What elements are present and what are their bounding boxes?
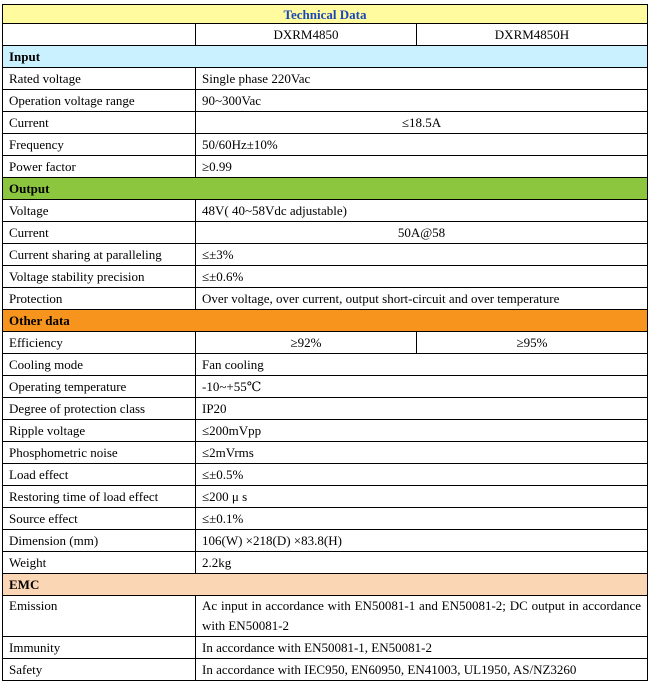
section-row-emc	[3, 574, 648, 596]
table-title: Technical Data	[3, 5, 648, 24]
row-label: Degree of protection class	[3, 398, 196, 420]
row-label: Restoring time of load effect	[3, 486, 196, 508]
row-value: ≥92%	[196, 332, 417, 354]
row-label: Operating temperature	[3, 376, 196, 398]
row-label: Load effect	[3, 464, 196, 486]
row-value: ≤200mVpp	[196, 420, 648, 442]
row-label: Weight	[3, 552, 196, 574]
table-row	[3, 90, 648, 112]
row-value: ≤±3%	[196, 244, 648, 266]
row-label: Power factor	[3, 156, 196, 178]
row-label: Current	[3, 222, 196, 244]
table-row	[3, 134, 648, 156]
title-row	[3, 5, 648, 24]
row-value: Ac input in accordance with EN50081-1 and EN50081-2; DC output in accordance with EN50081-2	[196, 596, 648, 637]
row-value: 50A@58	[196, 222, 648, 244]
row-label: Emission	[3, 596, 196, 637]
table-row	[3, 398, 648, 420]
row-value: Single phase 220Vac	[196, 68, 648, 90]
section-heading: Input	[3, 46, 648, 68]
table-row	[3, 464, 648, 486]
table-row	[3, 420, 648, 442]
row-value: ≥95%	[417, 332, 648, 354]
table-row	[3, 552, 648, 574]
technical-data-table	[2, 4, 648, 681]
table-row	[3, 244, 648, 266]
row-value: ≤18.5A	[196, 112, 648, 134]
table-row	[3, 266, 648, 288]
row-label: Frequency	[3, 134, 196, 156]
row-label: Safety	[3, 659, 196, 681]
model-name: DXRM4850H	[417, 24, 648, 46]
table-row	[3, 156, 648, 178]
row-value: In accordance with IEC950, EN60950, EN41003, UL1950, AS/NZ3260	[196, 659, 648, 681]
row-value: ≤2mVrms	[196, 442, 648, 464]
row-label: Operation voltage range	[3, 90, 196, 112]
table-row	[3, 222, 648, 244]
row-label: Current	[3, 112, 196, 134]
table-row	[3, 637, 648, 659]
section-heading: EMC	[3, 574, 648, 596]
row-value: 2.2kg	[196, 552, 648, 574]
row-value: -10~+55℃	[196, 376, 648, 398]
model-name: DXRM4850	[196, 24, 417, 46]
row-label: Protection	[3, 288, 196, 310]
row-label: Dimension (mm)	[3, 530, 196, 552]
row-value: 106(W) ×218(D) ×83.8(H)	[196, 530, 648, 552]
row-label: Cooling mode	[3, 354, 196, 376]
model-header-blank	[3, 24, 196, 46]
row-label: Current sharing at paralleling	[3, 244, 196, 266]
row-value: ≤±0.5%	[196, 464, 648, 486]
technical-data-sheet	[2, 4, 647, 681]
row-label: Phosphometric noise	[3, 442, 196, 464]
row-label: Rated voltage	[3, 68, 196, 90]
row-value: ≤200 μ s	[196, 486, 648, 508]
model-header-row	[3, 24, 648, 46]
row-value: 90~300Vac	[196, 90, 648, 112]
table-row	[3, 354, 648, 376]
table-row	[3, 68, 648, 90]
row-value: 50/60Hz±10%	[196, 134, 648, 156]
table-row	[3, 530, 648, 552]
table-row	[3, 442, 648, 464]
section-row-other-data	[3, 310, 648, 332]
row-value: ≤±0.1%	[196, 508, 648, 530]
section-heading: Other data	[3, 310, 648, 332]
row-value: In accordance with EN50081-1, EN50081-2	[196, 637, 648, 659]
row-value: ≥0.99	[196, 156, 648, 178]
section-heading: Output	[3, 178, 648, 200]
row-label: Source effect	[3, 508, 196, 530]
row-label: Voltage	[3, 200, 196, 222]
section-row-output	[3, 178, 648, 200]
table-row	[3, 200, 648, 222]
row-value: IP20	[196, 398, 648, 420]
section-row-input	[3, 46, 648, 68]
table-row	[3, 376, 648, 398]
table-row	[3, 332, 648, 354]
row-label: Immunity	[3, 637, 196, 659]
table-row	[3, 508, 648, 530]
table-row	[3, 112, 648, 134]
row-value: ≤±0.6%	[196, 266, 648, 288]
table-row	[3, 288, 648, 310]
row-value: Fan cooling	[196, 354, 648, 376]
row-label: Ripple voltage	[3, 420, 196, 442]
table-row	[3, 596, 648, 637]
table-row	[3, 659, 648, 681]
row-value: Over voltage, over current, output short-circuit and over temperature	[196, 288, 648, 310]
table-row	[3, 486, 648, 508]
row-value: 48V( 40~58Vdc adjustable)	[196, 200, 648, 222]
row-label: Voltage stability precision	[3, 266, 196, 288]
row-label: Efficiency	[3, 332, 196, 354]
